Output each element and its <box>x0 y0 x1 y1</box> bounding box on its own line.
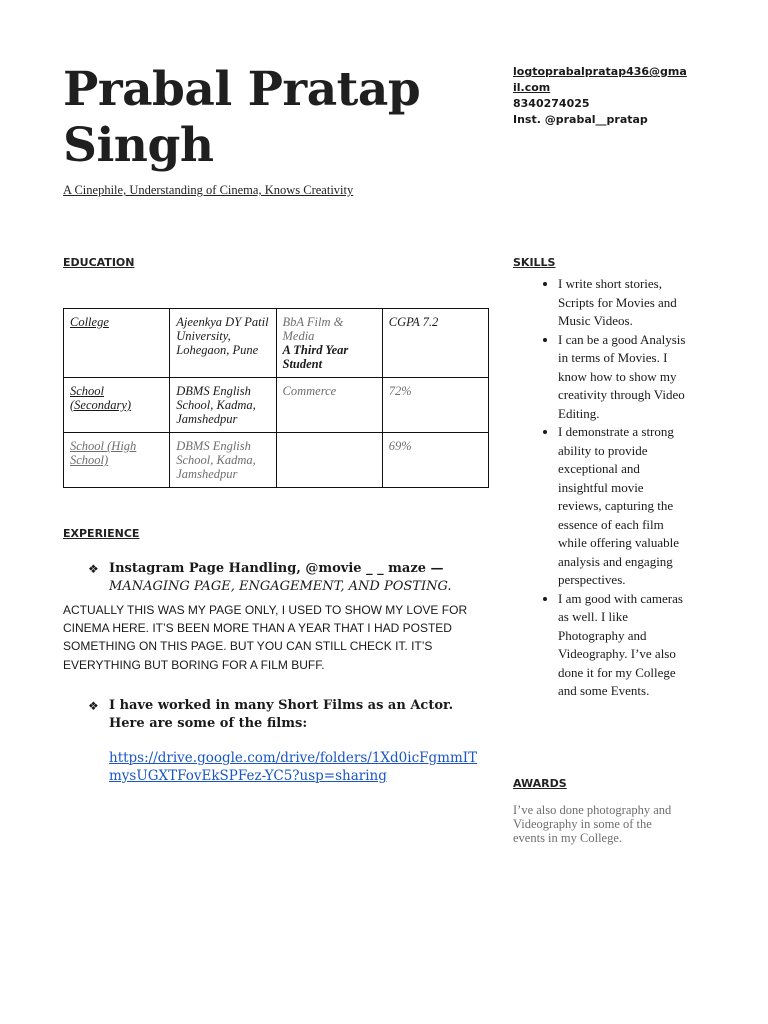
experience-description: ACTUALLY THIS WAS MY PAGE ONLY, I USED TO SHOW MY LOVE FOR CINEMA HERE. IT’S BEEN MORE THAN A YEAR THAT I HAD POSTED SOMETHING ON THIS PAGE. BUT YOU CAN STILL CHECK IT. IT’S EVERYTHING BUT BORING FOR A FILM BUFF. <box>63 603 468 672</box>
email-link[interactable]: logtoprabalpratap436@gmail.com <box>513 65 687 94</box>
education-institution: DBMS English School, Kadma, Jamshedpur <box>170 378 276 433</box>
education-score: 69% <box>382 433 488 488</box>
candidate-name: Prabal Pratap Singh <box>63 62 421 173</box>
skills-heading: SKILLS <box>513 256 556 269</box>
education-institution: DBMS English School, Kadma, Jamshedpur <box>170 433 276 488</box>
experience-title: I have worked in many Short Films as an Actor. Here are some of the films: <box>109 698 454 731</box>
experience-item-instagram <box>88 560 468 596</box>
phone-number: 8340274025 <box>513 97 590 110</box>
education-level: School (Secondary) <box>64 378 170 433</box>
skills-list <box>513 275 688 701</box>
table-row <box>64 378 489 433</box>
awards-text: I’ve also done photography and Videography in some of the events in my College. <box>513 803 672 845</box>
education-course: Commerce <box>276 378 382 433</box>
list-item: • I can be a good Analysis in terms of Movies. I know how to show my creativity through Video Editing. <box>558 331 688 424</box>
instagram-handle: Inst. @prabal__pratap <box>513 113 648 126</box>
education-course-cell <box>276 309 382 378</box>
education-institution: Ajeenkya DY Patil University, Lohegaon, Pune <box>170 309 276 378</box>
list-item: • I demonstrate a strong ability to provide exceptional and insightful movie reviews, capturing the essence of each film while offering valuable analysis and engaging perspectives. <box>558 423 688 590</box>
education-heading: EDUCATION <box>63 256 135 269</box>
education-score: 72% <box>382 378 488 433</box>
education-level: College <box>64 309 170 378</box>
experience-item-short-films <box>88 697 468 733</box>
experience-title: Instagram Page Handling, @movie _ _ maze — <box>109 561 444 576</box>
education-table <box>63 308 489 488</box>
list-item: • I write short stories, Scripts for Movies and Music Videos. <box>558 275 688 331</box>
diamond-bullet-icon: ❖ <box>88 699 99 713</box>
diamond-bullet-icon: ❖ <box>88 562 99 576</box>
experience-heading: EXPERIENCE <box>63 527 140 540</box>
table-row <box>64 433 489 488</box>
tagline: A Cinephile, Understanding of Cinema, Knows Creativity <box>63 183 354 197</box>
table-row <box>64 309 489 378</box>
contact-block <box>513 64 688 128</box>
education-status: A Third Year Student <box>282 343 349 371</box>
education-score: CGPA 7.2 <box>382 309 488 378</box>
awards-heading: AWARDS <box>513 777 567 790</box>
education-course <box>276 433 382 488</box>
list-item: • I am good with cameras as well. I like Photography and Videography. I’ve also done it for my College and some Events. <box>558 590 688 701</box>
short-films-link[interactable]: https://drive.google.com/drive/folders/1Xd0icFgmmITmysUGXTFovEkSPFez-YC5?usp=sharing <box>109 750 478 784</box>
education-course: BbA Film & Media <box>282 315 344 343</box>
experience-subtitle: MANAGING PAGE, ENGAGEMENT, AND POSTING. <box>109 579 452 594</box>
education-level: School (High School) <box>64 433 170 488</box>
